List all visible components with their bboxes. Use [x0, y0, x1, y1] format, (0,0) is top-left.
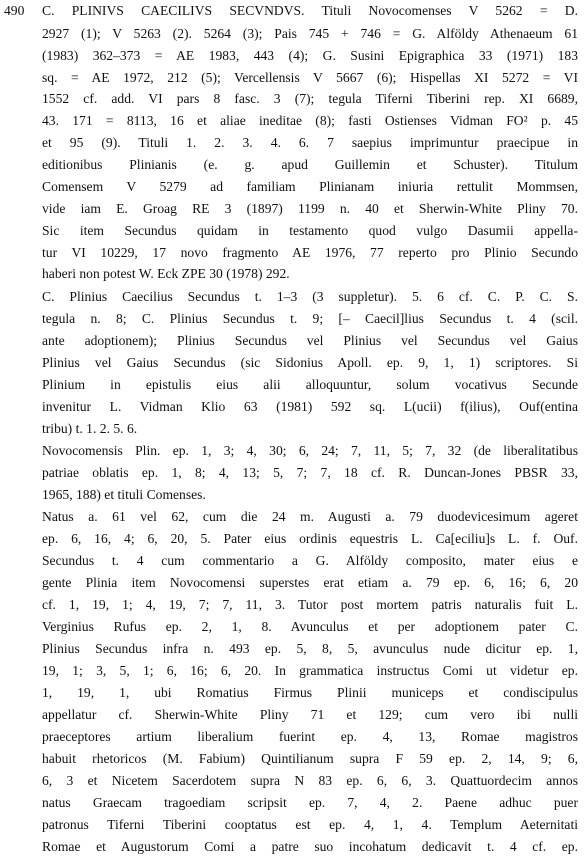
text-line: vide iam E. Groag RE 3 (1897) 1199 n. 40 et Sherwin-White Pliny 70. — [42, 201, 578, 216]
text-line: Plinius vel Gaius Secundus (sic Sidonius Apoll. ep. 9, 1, 1) scriptores. Si — [42, 355, 578, 370]
text-line: et 95 (9). Tituli 1. 2. 3. 4. 6. 7 saepius imprimuntur praecipue in — [42, 135, 578, 150]
text-line: ante adoptionem); Plinius Secundus vel Plinius vel Secundus vel Gaius — [42, 333, 578, 348]
text-line: patriae oblatis ep. 1, 8; 4, 13; 5, 7; 7, 18 cf. R. Duncan-Jones PBSR 33, — [42, 465, 578, 480]
text-line: Secundus t. 4 cum commentario a G. Alföldy composito, mater eius e — [42, 553, 578, 568]
text-line: tribu) t. 1. 2. 5. 6. — [42, 421, 138, 436]
text-line: 6, 3 et Nicetem Sacerdotem supra N 83 ep. 6, 6, 3. Quattuordecim annos — [42, 773, 578, 788]
text-line: Novocomensis Plin. ep. 1, 3; 4, 30; 6, 24; 7, 11, 5; 7, 32 (de liberalitatibus — [42, 443, 578, 458]
text-line: ep. 6, 16, 4; 6, 20, 5. Pater eius ordinis equestris L. Ca[eciliu]s L. f. Ouf. — [42, 531, 578, 546]
text-line: praeceptores artium liberalium fuerint ep. 4, 13, Romae magistros — [42, 729, 578, 744]
text-line: 1552 cf. add. VI pars 8 fasc. 3 (7); tegula Tiferni Tiberini rep. XI 6689, — [42, 91, 578, 106]
text-line: tur VI 10229, 17 novo fragmento AE 1976, 77 reperto pro Plinio Secundo — [42, 245, 578, 260]
text-line: Plinius Secundus infra n. 493 ep. 5, 8, 5, avunculus nude dicitur ep. 1, — [42, 641, 578, 656]
text-line: (1983) 362–373 = AE 1983, 443 (4); G. Susini Epigraphica 33 (1971) 183 — [42, 48, 578, 63]
text-line: habuit rhetoricos (M. Fabium) Quintilianum supra F 59 ep. 2, 14, 9; 6, — [42, 751, 578, 766]
text-line: haberi non potest W. Eck ZPE 30 (1978) 292. — [42, 266, 290, 281]
text-line: C. Plinius Caecilius Secundus t. 1–3 (3 suppletur). 5. 6 cf. C. P. C. S. — [42, 289, 578, 304]
text-line: Sic item Secundus quidam in testamento quod vulgo Dasumii appella- — [42, 223, 578, 238]
text-line: Natus a. 61 vel 62, cum die 24 m. Augusti a. 79 duodevicesimum ageret — [42, 509, 578, 524]
text-line: gente Plinia item Novocomensi superstes erat etiam a. 79 ep. 6, 16; 6, 20 — [42, 575, 578, 590]
text-line: tegula n. 8; C. Plinius Secundus t. 9; [– Caecil]lius Secundus t. 4 (scil. — [42, 311, 578, 326]
text-line: editionibus Plinianis (e. g. apud Guillemin et Schuster). Titulum — [42, 157, 578, 172]
text-line: 19, 1; 3, 5, 1; 6, 16; 6, 20. In grammatica instructus Comi ut videtur ep. — [42, 663, 578, 678]
text-line: 1, 19, 1, ubi Romatius Firmus Plinii municeps et condiscipulus — [42, 685, 578, 700]
entry-number: 490 — [4, 3, 25, 18]
text-line: sq. = AE 1972, 212 (5); Vercellensis V 5667 (6); Hispellas XI 5272 = VI — [42, 70, 578, 85]
text-line: Romae et Augustorum Comi a patre suo incohatum dedicavit t. 4 cf. ep. — [42, 839, 578, 854]
text-line: invenitur L. Vidman Klio 63 (1981) 592 sq. L(ucii) f(ilius), Ouf(entina — [42, 399, 578, 414]
text-line: Comensem V 5279 ad familiam Plinianam iniuria rettulit Mommsen, — [42, 179, 578, 194]
text-line: 1965, 188) et tituli Comenses. — [42, 487, 206, 502]
text-line: Verginius Rufus ep. 2, 1, 8. Avunculus et per adoptionem pater C. — [42, 619, 578, 634]
text-line: 43. 171 = 8113, 16 et aliae ineditae (8); fasti Ostienses Vidman FO² p. 45 — [42, 113, 578, 128]
text-line: 2927 (1); V 5263 (2). 5264 (3); Pais 745 + 746 = G. Alföldy Athenaeum 61 — [42, 26, 578, 41]
text-line: cf. 1, 19, 1; 4, 19, 7; 7, 11, 3. Tutor post mortem patris naturalis fuit L. — [42, 597, 578, 612]
text-line: natus Graecam tragoediam scripsit ep. 7, 4, 2. Paene adhuc puer — [42, 795, 578, 810]
text-line: appellatur cf. Sherwin-White Pliny 71 et 129; cum vero ibi nulli — [42, 707, 578, 722]
text-line: C. PLINIVS CAECILIVS SECVNDVS. Tituli Novocomenses V 5262 = D. — [42, 3, 578, 18]
text-line: patronus Tiferni Tiberini cooptatus est ep. 4, 1, 4. Templum Aeternitati — [42, 817, 578, 832]
text-line: Plinium in epistulis eius alii alloquuntur, solum vocativus Secunde — [42, 377, 578, 392]
